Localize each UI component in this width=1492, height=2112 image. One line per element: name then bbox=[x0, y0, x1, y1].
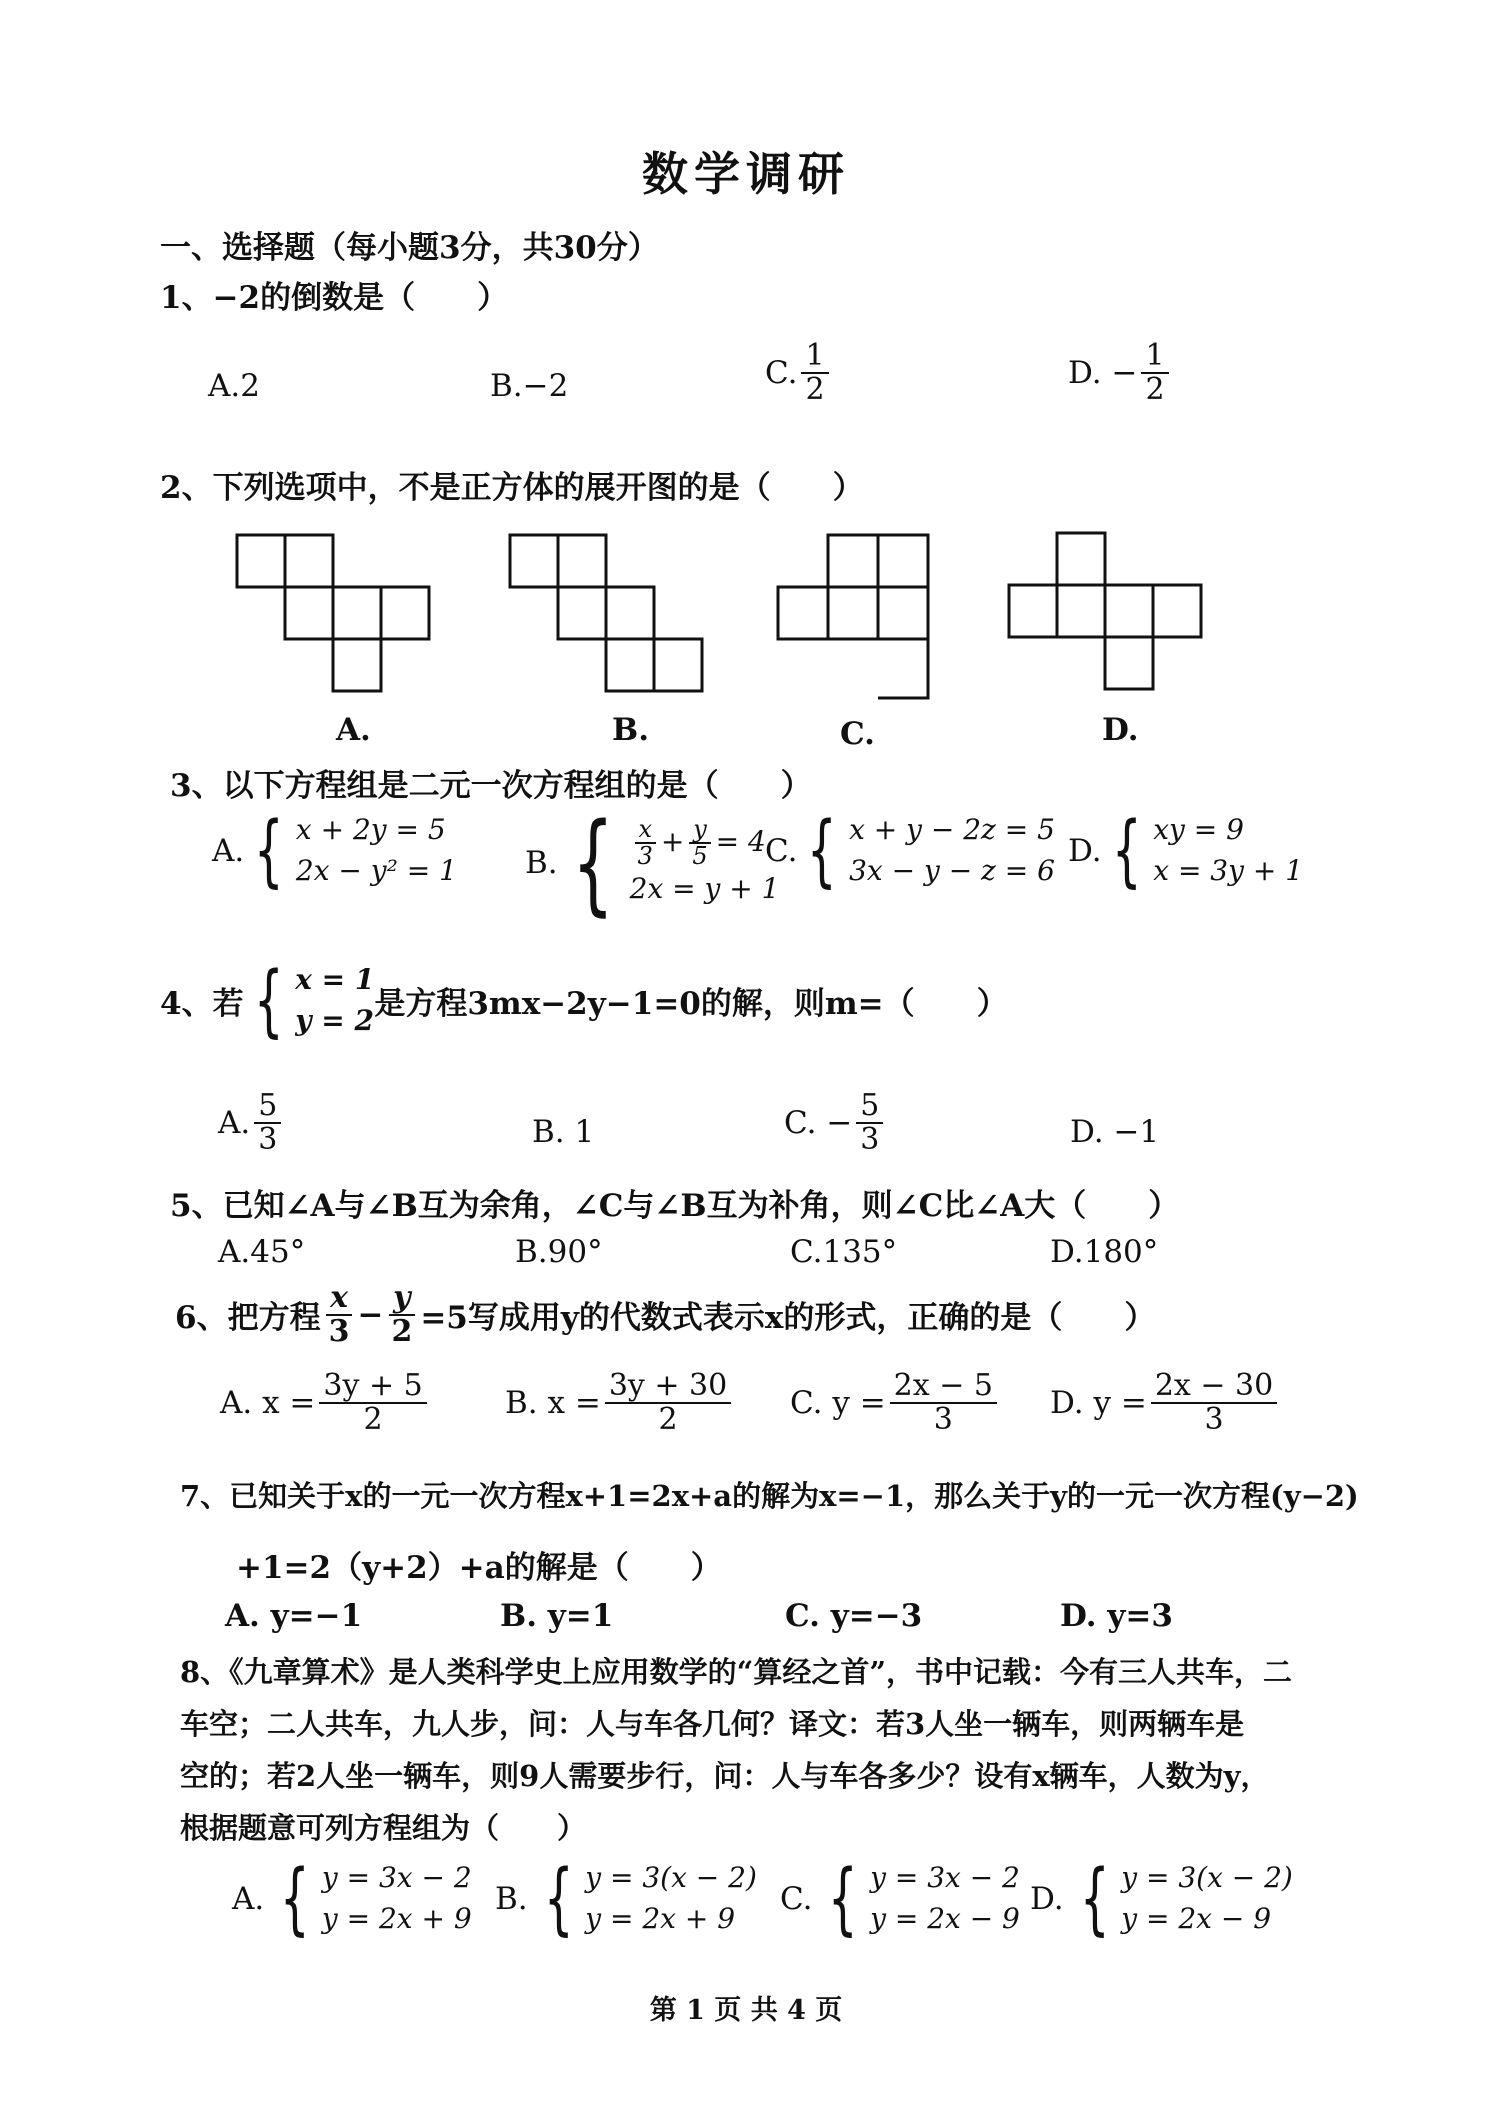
q6-option-d: D. y = $\frac{2x - 30}{3}$ bbox=[1050, 1370, 1281, 1435]
q5-option-c: C.135° bbox=[790, 1234, 898, 1270]
net-b-label: B. bbox=[612, 712, 649, 748]
q7-option-d: D. y=3 bbox=[1060, 1598, 1173, 1634]
q6-option-b: B. x = $\frac{3y + 30}{2}$ bbox=[505, 1370, 735, 1435]
question-5-stem: 5、已知∠A与∠B互为余角，∠C与∠B互为补角，则∠C比∠A大（ ） bbox=[170, 1188, 1180, 1224]
net-d-label: D. bbox=[1102, 712, 1139, 748]
net-a-label: A. bbox=[336, 712, 371, 748]
cube-net-a bbox=[232, 530, 442, 698]
page-title: 数学调研 bbox=[642, 147, 850, 201]
q7-option-a: A. y=−1 bbox=[225, 1598, 363, 1634]
net-c-label: C. bbox=[840, 716, 875, 752]
q8-option-b: B. { y = 3(x − 2) y = 2x + 9 bbox=[495, 1853, 757, 1944]
q4-option-c: C. − $\frac{5}{3}$ bbox=[784, 1090, 887, 1155]
q8-option-a: A. { y = 3x − 2 y = 2x + 9 bbox=[232, 1853, 472, 1944]
q5-option-b: B.90° bbox=[515, 1234, 603, 1270]
cube-net-c bbox=[773, 530, 943, 705]
q1-option-d: D. − $\frac{1}{2}$ bbox=[1068, 340, 1173, 405]
q4-option-b: B. 1 bbox=[532, 1114, 595, 1150]
q3-option-b: B. { $\frac{x}{3}$ + $\frac{y}{5}$ = 4 2x = y + 1 bbox=[525, 799, 780, 927]
q5-option-d: D.180° bbox=[1050, 1234, 1159, 1270]
q8-option-d: D. { y = 3(x − 2) y = 2x − 9 bbox=[1030, 1853, 1293, 1944]
section-heading: 一、选择题（每小题3分，共30分） bbox=[160, 230, 659, 266]
cube-net-b bbox=[505, 530, 715, 698]
q4-option-d: D. −1 bbox=[1070, 1114, 1160, 1150]
question-4-stem: 4、若 { x = 1 y = 2 是方程3mx−2y−1=0的解，则m=（ ） bbox=[160, 955, 1008, 1046]
q1-option-a: A.2 bbox=[208, 368, 260, 404]
question-7-line-1: 7、已知关于x的一元一次方程x+1=2x+a的解为x=−1，那么关于y的一元一次方程(y−2) bbox=[180, 1479, 1359, 1513]
question-2-stem: 2、下列选项中，不是正方体的展开图的是（ ） bbox=[160, 470, 864, 506]
question-8-line-3: 空的；若2人坐一辆车，则9人需要步行，问：人与车各多少？设有x辆车，人数为y， bbox=[180, 1759, 1270, 1793]
page-number-footer: 第 1 页 共 4 页 bbox=[649, 1995, 843, 2026]
q4-option-a: A. $\frac{5}{3}$ bbox=[218, 1090, 285, 1155]
question-7-line-2: +1=2（y+2）+a的解是（ ） bbox=[236, 1550, 722, 1586]
q7-option-c: C. y=−3 bbox=[785, 1598, 923, 1634]
question-8-line-1: 8、《九章算术》是人类科学史上应用数学的“算经之首”，书中记载：今有三人共车，二 bbox=[180, 1655, 1293, 1689]
question-8-line-4: 根据题意可列方程组为（ ） bbox=[180, 1811, 587, 1845]
q3-option-c: C. { x + y − 2z = 5 3x − y − z = 6 bbox=[765, 805, 1055, 896]
q3-option-d: D. { xy = 9 x = 3y + 1 bbox=[1068, 805, 1304, 896]
q7-option-b: B. y=1 bbox=[500, 1598, 614, 1634]
question-6-stem: 6、把方程 $\frac{x}{3}$ − $\frac{y}{2}$ =5写成用y的代数式表示x的形式，正确的是（ ） bbox=[175, 1280, 1156, 1349]
q1-option-b: B.−2 bbox=[490, 368, 569, 404]
q6-option-a: A. x = $\frac{3y + 5}{2}$ bbox=[220, 1370, 431, 1435]
q5-option-a: A.45° bbox=[218, 1234, 306, 1270]
q8-option-c: C. { y = 3x − 2 y = 2x − 9 bbox=[780, 1853, 1020, 1944]
question-8-line-2: 车空；二人共车，九人步，问：人与车各几何？译文：若3人坐一辆车，则两辆车是 bbox=[180, 1707, 1245, 1741]
question-1-stem: 1、−2的倒数是（ ） bbox=[160, 280, 509, 316]
q1-option-c: C. $\frac{1}{2}$ bbox=[765, 340, 833, 405]
cube-net-d bbox=[1004, 528, 1214, 700]
question-3-stem: 3、以下方程组是二元一次方程组的是（ ） bbox=[170, 768, 812, 804]
q6-option-c: C. y = $\frac{2x - 5}{3}$ bbox=[790, 1370, 1001, 1435]
q3-option-a: A. { x + 2y = 5 2x − y² = 1 bbox=[212, 805, 457, 896]
